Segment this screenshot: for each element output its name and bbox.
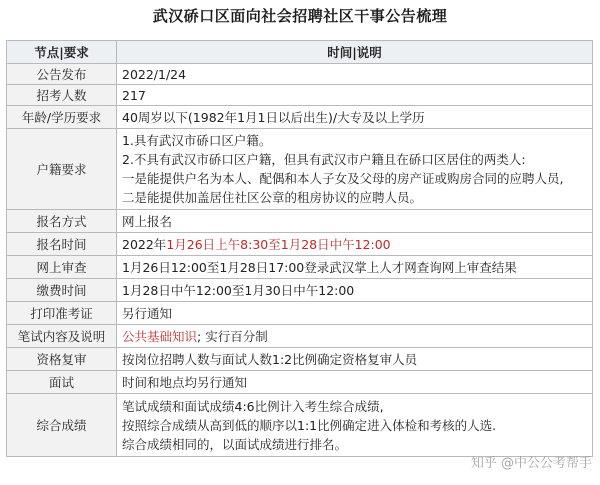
table-row	[7, 106, 593, 129]
row-value: 1月28日中午12:00至1月30日中午12:00	[117, 279, 593, 302]
header-description: 时间|说明	[117, 41, 593, 64]
watermark: 知乎 @中公公考帮手	[470, 456, 592, 471]
row-value-text: 2022年	[122, 236, 167, 252]
row-value: 1月26日12:00至1月28日17:00登录武汉掌上人才网查询网上审查结果	[117, 256, 593, 279]
row-key: 网上审查	[7, 256, 117, 279]
notice-table	[6, 40, 593, 457]
row-value: 2022/1/24	[117, 64, 593, 85]
table-row	[7, 371, 593, 394]
row-key: 户籍要求	[7, 129, 117, 210]
table-row	[7, 279, 593, 302]
row-value: 网上报名	[117, 210, 593, 233]
row-value	[117, 233, 593, 256]
row-key: 笔试内容及说明	[7, 325, 117, 348]
row-line: 2.不具有武汉市硚口区户籍，但具有武汉市户籍且在硚口区居住的两类人:	[122, 152, 526, 167]
row-value	[117, 325, 593, 348]
row-line: 按照综合成绩从高到低的顺序以1:1比例确定进入体检和考核的人选.	[122, 417, 497, 433]
row-line: 综合成绩相同的，以面试成绩进行排名。	[122, 436, 348, 452]
row-key: 面试	[7, 371, 117, 394]
row-key: 报名方式	[7, 210, 117, 233]
row-line: 一是能提供户名为本人、配偶和本人子女及父母的房产证或购房合同的应聘人员,	[122, 171, 564, 186]
row-key: 综合成绩	[7, 394, 117, 457]
header-node: 节点|要求	[7, 41, 117, 64]
row-key: 缴费时间	[7, 279, 117, 302]
table-row	[7, 325, 593, 348]
row-line: 笔试成绩和面试成绩4:6比例计入考生综合成绩,	[122, 398, 384, 414]
row-key: 资格复审	[7, 348, 117, 371]
row-key: 年龄/学历要求	[7, 106, 117, 129]
table-header-row	[7, 41, 593, 64]
row-line: 二是能提供加盖居住社区公章的租房协议的应聘人员。	[122, 190, 423, 205]
row-key: 报名时间	[7, 233, 117, 256]
row-value: 时间和地点均另行通知	[117, 371, 593, 394]
row-value-multiline	[117, 129, 593, 210]
table-row	[7, 302, 593, 325]
table-row	[7, 233, 593, 256]
highlighted-date-range: 1月26日上午8:30至1月28日中午12:00	[166, 236, 391, 252]
table-row	[7, 256, 593, 279]
row-value-multiline	[117, 394, 593, 457]
row-value: 按岗位招聘人数与面试人数1:2比例确定资格复审人员	[117, 348, 593, 371]
document-title: 武汉硚口区面向社会招聘社区干事公告梳理	[152, 7, 448, 25]
table-row	[7, 394, 593, 457]
row-line: 1.具有武汉市硚口区户籍。	[122, 133, 272, 148]
row-key: 打印准考证	[7, 302, 117, 325]
table-row	[7, 348, 593, 371]
row-value: 217	[117, 85, 593, 106]
table-row	[7, 85, 593, 106]
table-row	[7, 210, 593, 233]
row-value: 另行通知	[117, 302, 593, 325]
row-key: 公告发布	[7, 64, 117, 85]
row-value: 40周岁以下(1982年1月1日以后出生)/大专及以上学历	[117, 106, 593, 129]
row-value-text: ; 实行百分制	[197, 328, 268, 344]
row-key: 招考人数	[7, 85, 117, 106]
table-row	[7, 129, 593, 210]
highlighted-subject: 公共基础知识	[122, 328, 198, 344]
table-row	[7, 64, 593, 85]
